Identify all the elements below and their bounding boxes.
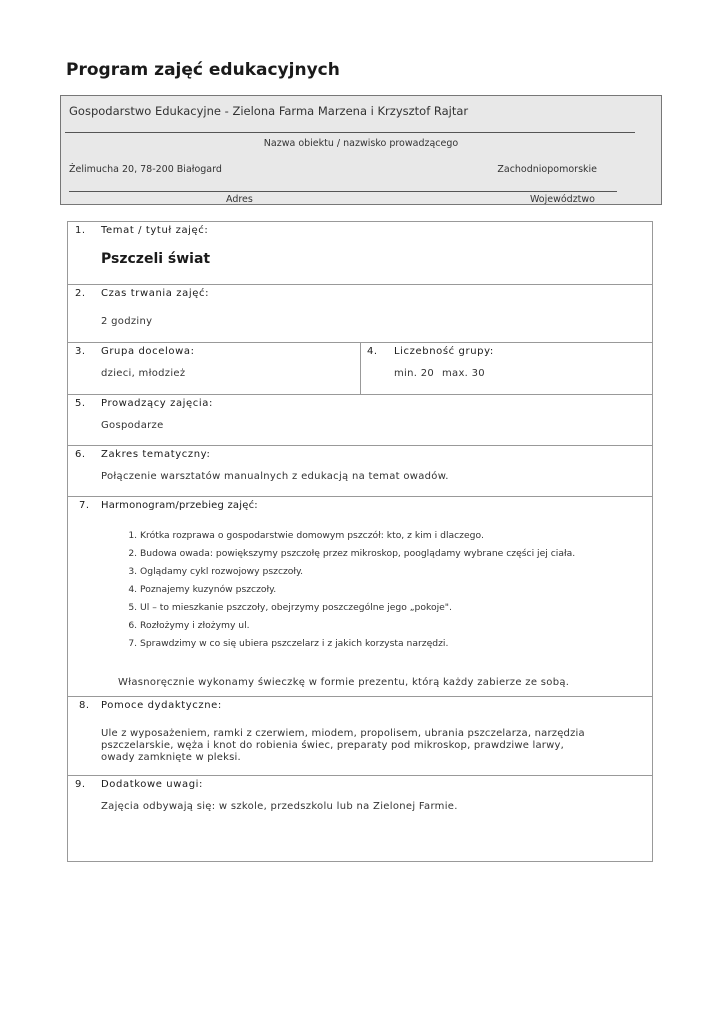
facility-name-underline — [65, 132, 635, 133]
facility-name: Gospodarstwo Edukacyjne - Zielona Farma Marzena i Krzysztof Rajtar — [69, 104, 469, 118]
teaching-aids-value: Ule z wyposażeniem, ramki z czerwiem, miodem, propolisem, ubrania pszczelarza, narzędzia pszczelarskie, węża i knot do robienia świec, preparaty pod mikroskop, prawdziwe larwy, owady zamknięte w pleksi. — [101, 728, 585, 763]
section-duration — [68, 285, 652, 343]
target-group-value: dzieci, młodzież — [101, 368, 186, 379]
list-item: 3. Oglądamy cykl rozwojowy pszczoły. — [140, 564, 660, 582]
group-size-min: min. 20 — [394, 368, 435, 379]
section-number: 1. — [75, 225, 86, 236]
duration-value: 2 godziny — [101, 316, 153, 327]
facility-address: Żelimucha 20, 78-200 Białogard — [69, 164, 222, 175]
section-schedule — [68, 497, 652, 697]
schedule-list — [120, 528, 660, 654]
section-teaching-aids — [68, 697, 652, 776]
section-label: Zakres tematyczny: — [101, 449, 211, 460]
section-label: Dodatkowe uwagi: — [101, 779, 204, 790]
topic-value: Pszczeli świat — [101, 251, 211, 267]
list-item: 4. Poznajemy kuzynów pszczoły. — [140, 582, 660, 600]
page-title: Program zajęć edukacyjnych — [66, 60, 340, 80]
section-label: Liczebność grupy: — [394, 346, 494, 357]
address-underline — [69, 191, 617, 192]
section-label: Czas trwania zajęć: — [101, 288, 210, 299]
group-size-max: max. 30 — [442, 368, 485, 379]
section-number: 5. — [75, 398, 86, 409]
section-instructor — [68, 395, 652, 446]
schedule-note: Własnoręcznie wykonamy świeczkę w formie prezentu, którą każdy zabierze ze sobą. — [118, 677, 570, 688]
section-label: Harmonogram/przebieg zajęć: — [101, 500, 258, 511]
section-number: 9. — [75, 779, 86, 790]
program-form — [67, 221, 653, 862]
instructor-value: Gospodarze — [101, 420, 164, 431]
section-scope — [68, 446, 652, 497]
section-label: Grupa docelowa: — [101, 346, 195, 357]
section-number: 6. — [75, 449, 86, 460]
scope-value: Połączenie warsztatów manualnych z edukacją na temat owadów. — [101, 471, 449, 482]
section-number: 4. — [367, 346, 378, 357]
section-notes — [68, 776, 652, 861]
section-topic — [68, 222, 652, 285]
facility-header — [60, 95, 662, 205]
column-divider — [360, 343, 361, 394]
notes-value: Zajęcia odbywają się: w szkole, przedszkolu lub na Zielonej Farmie. — [101, 801, 458, 812]
voivodeship-label: Województwo — [529, 194, 595, 205]
list-item: 2. Budowa owada: powiększymy pszczołę przez mikroskop, pooglądamy wybrane części jej ciała. — [140, 546, 660, 564]
list-item: 7. Sprawdzimy w co się ubiera pszczelarz i z jakich korzysta narzędzi. — [140, 636, 660, 654]
section-group — [68, 343, 652, 395]
facility-voivodeship: Zachodniopomorskie — [497, 164, 597, 175]
list-item: 1. Krótka rozprawa o gospodarstwie domowym pszczół: kto, z kim i dlaczego. — [140, 528, 660, 546]
list-item: 5. Ul – to mieszkanie pszczoły, obejrzymy poszczególne jego „pokoje". — [140, 600, 660, 618]
list-item: 6. Rozłożymy i złożymy ul. — [140, 618, 660, 636]
address-label: Adres — [226, 194, 253, 205]
section-number: 8. — [79, 700, 90, 711]
section-label: Temat / tytuł zajęć: — [101, 225, 209, 236]
facility-name-label: Nazwa obiektu / nazwisko prowadzącego — [263, 138, 459, 149]
section-number: 7. — [79, 500, 90, 511]
section-label: Pomoce dydaktyczne: — [101, 700, 222, 711]
section-number: 2. — [75, 288, 86, 299]
section-label: Prowadzący zajęcia: — [101, 398, 213, 409]
section-number: 3. — [75, 346, 86, 357]
